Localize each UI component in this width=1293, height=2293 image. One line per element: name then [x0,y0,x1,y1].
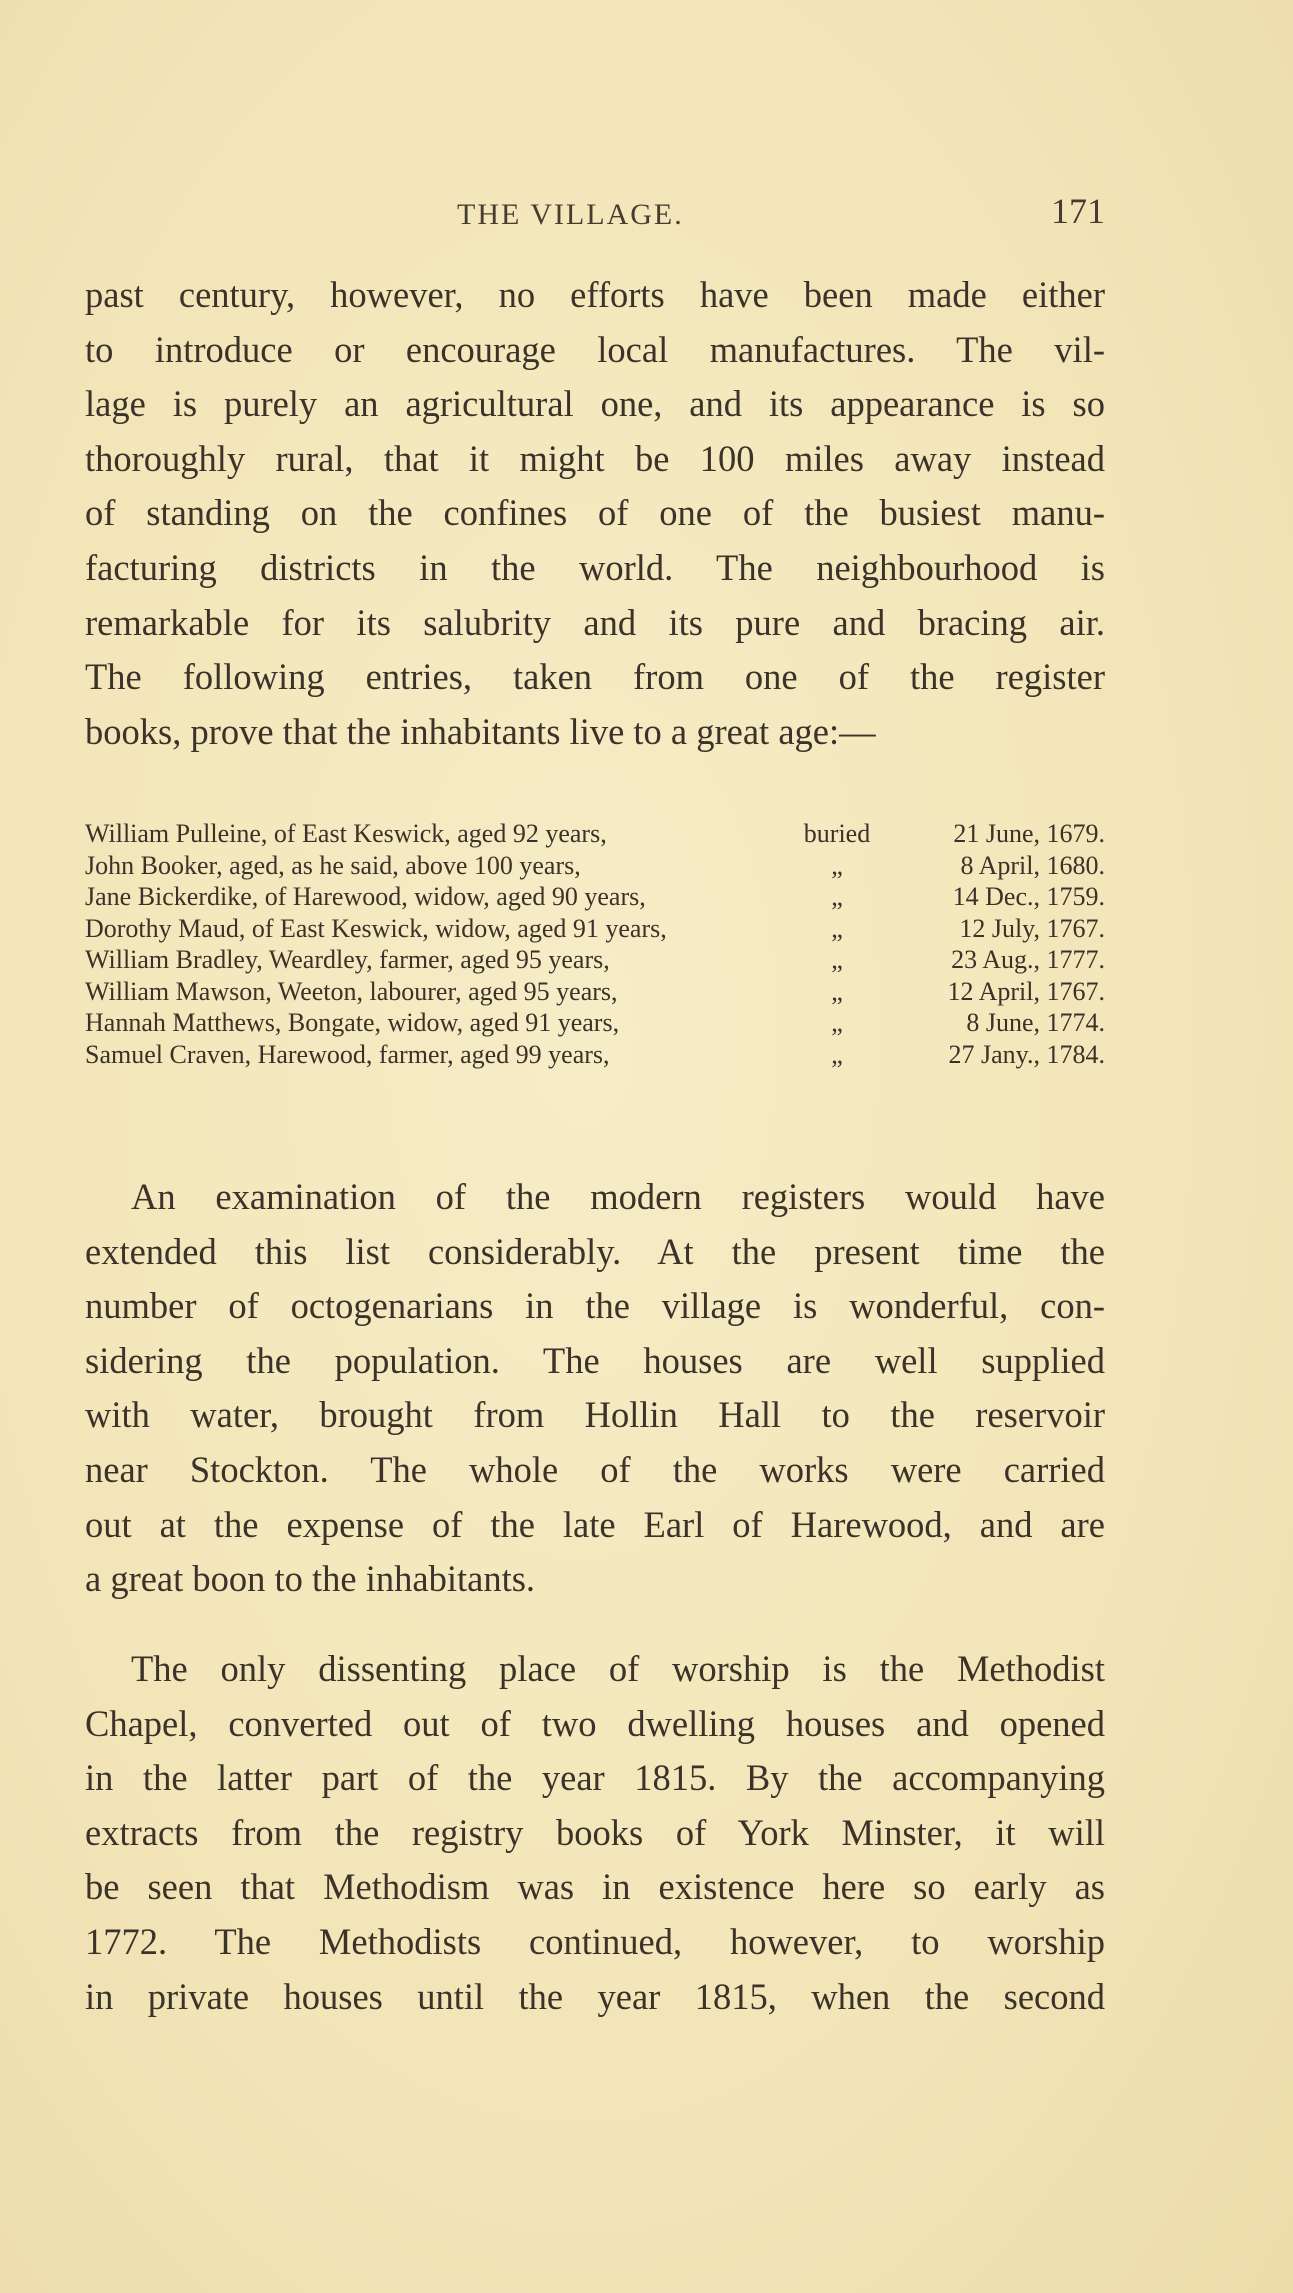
burial-register-table [85,818,1105,1070]
paragraph-line: past century, however, no efforts have been made either [85,274,1105,315]
register-status: „ [831,913,843,943]
page-number: 171 [1051,191,1105,231]
register-row [85,1007,1105,1039]
register-row [85,976,1105,1008]
paragraph-line: number of octogenarians in the village is wonderful, con- [85,1285,1105,1327]
paragraph-line: 1772. The Methodists continued, however, to worship [85,1920,1105,1962]
register-date: 14 Dec., 1759. [952,882,1105,911]
register-date: 12 July, 1767. [959,913,1105,943]
paragraph-line: in the latter part of the year 1815. By the accompanying [85,1757,1105,1799]
running-title: THE VILLAGE. [457,198,684,231]
paragraph-line: facturing districts in the world. The neighbourhood is [85,546,1105,588]
paragraph-line: with water, brought from Hollin Hall to the reservoir [85,1394,1105,1436]
register-date: 12 April, 1767. [947,976,1105,1006]
paragraph-line: Chapel, converted out of two dwelling houses and opened [85,1702,1105,1744]
paragraph-line: sidering the population. The houses are well supplied [85,1339,1105,1381]
register-entry: Hannah Matthews, Bongate, widow, aged 91 years, [85,1008,620,1037]
register-entry: John Booker, aged, as he said, above 100 years, [85,850,581,880]
paragraph-line: thoroughly rural, that it might be 100 miles away instead [85,437,1105,479]
paragraph-line: in private houses until the year 1815, when the second [85,1975,1105,2017]
register-entry: William Mawson, Weeton, labourer, aged 95 years, [85,976,618,1006]
register-entry: Samuel Craven, Harewood, farmer, aged 99 years, [85,1039,610,1069]
paragraph-line: extracts from the registry books of York Minster, it will [85,1811,1105,1853]
paragraph-line: a great boon to the inhabitants. [85,1558,536,1600]
paragraph-line: of standing on the confines of one of the busiest manu- [85,492,1105,534]
paragraph-line: books, prove that the inhabitants live to a great age:— [85,710,876,752]
paragraph-line: An examination of the modern registers would have [131,1176,1105,1217]
paragraph-line: The following entries, taken from one of the register [85,656,1105,698]
register-row [85,944,1105,976]
running-head [85,190,1105,240]
paragraph-line: out at the expense of the late Earl of Harewood, and are [85,1503,1105,1545]
register-row [85,913,1105,945]
paragraph-2 [85,1170,1105,1607]
register-date: 23 Aug., 1777. [951,945,1105,974]
register-date: 8 June, 1774. [966,1008,1105,1037]
paragraph-line: lage is purely an agricultural one, and its appearance is so [85,383,1105,425]
register-entry: Jane Bickerdike, of Harewood, widow, aged 90 years, [85,882,646,911]
register-row [85,818,1105,850]
paragraph-1 [85,268,1105,759]
paragraph-line: extended this list considerably. At the present time the [85,1230,1105,1272]
register-date: 27 Jany., 1784. [948,1039,1105,1069]
register-status: „ [831,850,843,880]
paragraph-line: to introduce or encourage local manufactures. The vil- [85,328,1105,370]
register-entry: Dorothy Maud, of East Keswick, widow, aged 91 years, [85,913,667,943]
register-status: „ [831,1008,843,1037]
register-status: „ [831,882,843,911]
register-date: 21 June, 1679. [953,819,1105,848]
paragraph-3 [85,1642,1105,2024]
register-entry: William Pulleine, of East Keswick, aged 92 years, [85,819,607,848]
register-status: buried [803,819,871,848]
register-entry: William Bradley, Weardley, farmer, aged 95 years, [85,945,610,974]
register-status: „ [831,945,843,974]
register-row [85,1039,1105,1071]
register-row [85,881,1105,913]
register-date: 8 April, 1680. [960,850,1105,880]
register-row [85,850,1105,882]
paragraph-line: remarkable for its salubrity and its pure and bracing air. [85,601,1105,643]
register-status: „ [831,1039,843,1069]
register-status: „ [831,976,843,1006]
paragraph-line: The only dissenting place of worship is the Methodist [131,1648,1105,1689]
paragraph-line: be seen that Methodism was in existence here so early as [85,1866,1105,1908]
paragraph-line: near Stockton. The whole of the works were carried [85,1448,1105,1490]
